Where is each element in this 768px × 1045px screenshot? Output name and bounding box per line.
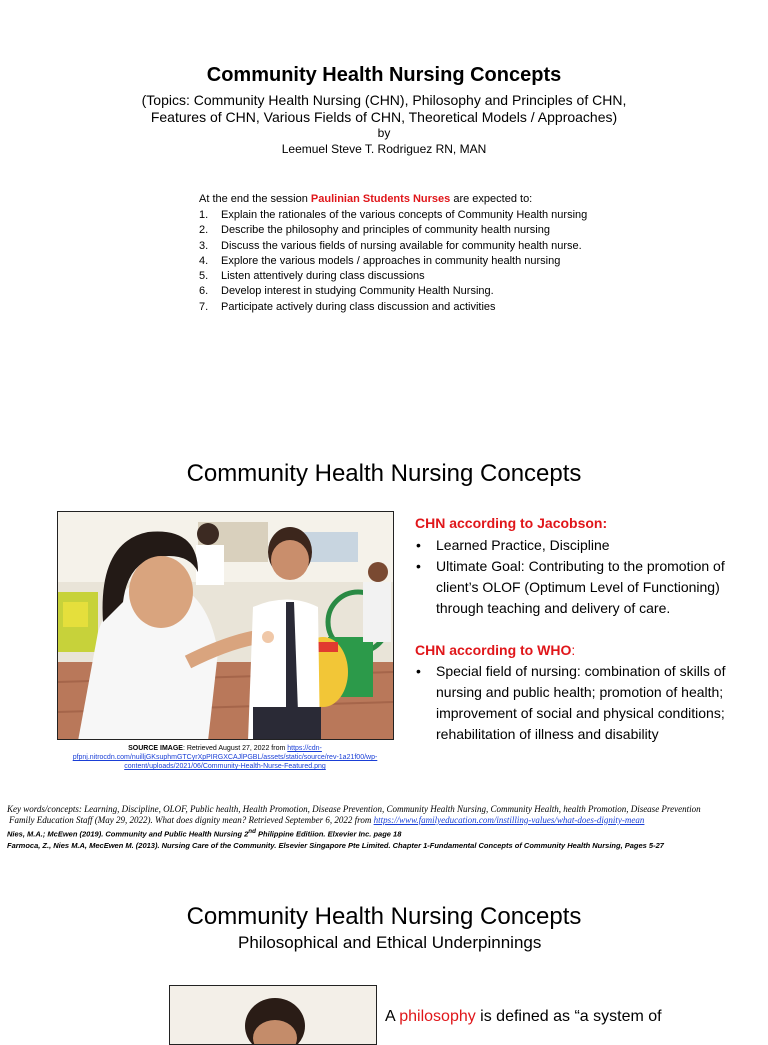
jacobson-points	[415, 535, 755, 619]
objective-item	[199, 223, 587, 238]
caption-source-link[interactable]: https://cdn-pfpnj.nitrocdn.com/nuilljGKsuphmGTCyrXpPIRGXCAJlPGBL/assets/static/source/rev-1a21f00/wp-content/uploads/2021/06/Community-Health-Nurse-Featured.png	[72, 745, 378, 770]
objective-item	[199, 239, 587, 254]
objective-number: 5.	[199, 270, 209, 283]
objective-number: 3.	[199, 239, 209, 252]
references	[7, 804, 761, 851]
objective-item	[199, 208, 587, 223]
objective-number: 6.	[199, 285, 209, 298]
objective-number: 1.	[199, 209, 209, 221]
slide2-title: Community Health Nursing Concepts	[186, 460, 582, 487]
def-prefix: A	[385, 1008, 400, 1025]
intro-highlight: Paulinian Students Nurses	[310, 193, 451, 205]
reference-family-education	[7, 815, 761, 826]
reference-farmoca: Farmoca, Z., Nies M.A, MecEwen M. (2013). Nursing Care of the Community. Elsevier Singapore Pte Limited. Chapter 1-Fundamental Concepts of Community Health Nursing, Pages 5-27	[7, 840, 664, 850]
objective-text: Describe the philosophy and principles of community health nursing	[221, 224, 550, 237]
nurse-vaccinating-child-photo	[57, 511, 394, 740]
reference-text: Nies, M.A.; McEwen (2019). Community and Public Health Nursing 2	[7, 829, 249, 839]
child-photo	[169, 985, 377, 1045]
reference-text: Philippine Editiion. Elxevier Inc. page 18	[255, 829, 402, 839]
photo-illustration	[58, 512, 394, 740]
photo-illustration	[170, 986, 377, 1045]
objectives-intro	[199, 193, 532, 205]
reference-superscript: nd	[248, 828, 256, 835]
objective-text: Participate actively during class discussion and activities	[221, 300, 496, 313]
who-heading-text: CHN according to WHO	[415, 642, 572, 658]
byline: by	[377, 126, 391, 140]
reference-text: Family Education Staff (May 29, 2022). What does dignity mean? Retrieved September 6, 2022 from	[9, 815, 374, 825]
jacobson-heading: CHN according to Jacobson:	[415, 515, 608, 531]
objective-text: Explore the various models / approaches in community health nursing	[221, 254, 561, 267]
reference-nies-mcewen	[7, 826, 761, 840]
objective-text: Listen attentively during class discussions	[221, 270, 425, 283]
objective-item	[199, 269, 587, 284]
philosophy-definition	[385, 1008, 662, 1026]
intro-suffix: are expected to:	[450, 193, 533, 205]
objective-item	[199, 300, 587, 315]
slide1-topics	[0, 92, 768, 126]
image-source-caption	[60, 744, 390, 771]
def-highlight: philosophy	[399, 1008, 476, 1025]
objective-item	[199, 284, 587, 299]
objective-item	[199, 254, 587, 269]
who-heading-colon: :	[571, 642, 576, 658]
objective-number: 7.	[199, 300, 209, 313]
who-heading	[415, 642, 575, 658]
who-point: • Special field of nursing: combination of skills of nursing and public health; promotion of health; improvement of social and physical conditions; rehabilitation of illness and disability	[415, 661, 755, 745]
objective-number: 4.	[199, 254, 209, 267]
objective-text: Explain the rationales of the various concepts of Community Health nursing	[221, 209, 588, 221]
objective-number: 2.	[199, 224, 209, 237]
jacobson-point: • Ultimate Goal: Contributing to the promotion of client’s OLOF (Optimum Level of Functioning) through teaching and delivery of care.	[415, 556, 755, 619]
jacobson-point: • Learned Practice, Discipline	[415, 535, 755, 556]
def-suffix: is defined as “a system of	[475, 1008, 662, 1025]
slide3-title: Community Health Nursing Concepts	[186, 903, 582, 930]
topics-line-2: Features of CHN, Various Fields of CHN, Theoretical Models / Approaches)	[150, 109, 618, 125]
caption-text: : Retrieved August 27, 2022 from	[182, 745, 288, 752]
author-name: Leemuel Steve T. Rodriguez RN, MAN	[281, 142, 487, 156]
objectives-list	[199, 208, 587, 315]
slide3-subtitle: Philosophical and Ethical Underpinnings	[238, 933, 542, 952]
topics-line-1: (Topics: Community Health Nursing (CHN), Philosophy and Principles of CHN,	[141, 92, 627, 108]
intro-prefix: At the end the session	[199, 193, 311, 205]
objective-text: Discuss the various fields of nursing available for community health nurse.	[221, 239, 582, 252]
objective-text: Develop interest in studying Community Health Nursing.	[221, 285, 494, 298]
who-points	[415, 661, 755, 745]
reference-link[interactable]: https://www.familyeducation.com/instilling-values/what-does-dignity-mean	[373, 815, 645, 825]
keywords-line: Key words/concepts: Learning, Discipline, OLOF, Public health, Health Promotion, Disease Prevention, Community Health Nursing, Community Health, health Promotion, Disease Prevention	[7, 804, 701, 814]
slide1-title: Community Health Nursing Concepts	[206, 64, 562, 86]
caption-label: SOURCE IMAGE	[128, 745, 183, 752]
